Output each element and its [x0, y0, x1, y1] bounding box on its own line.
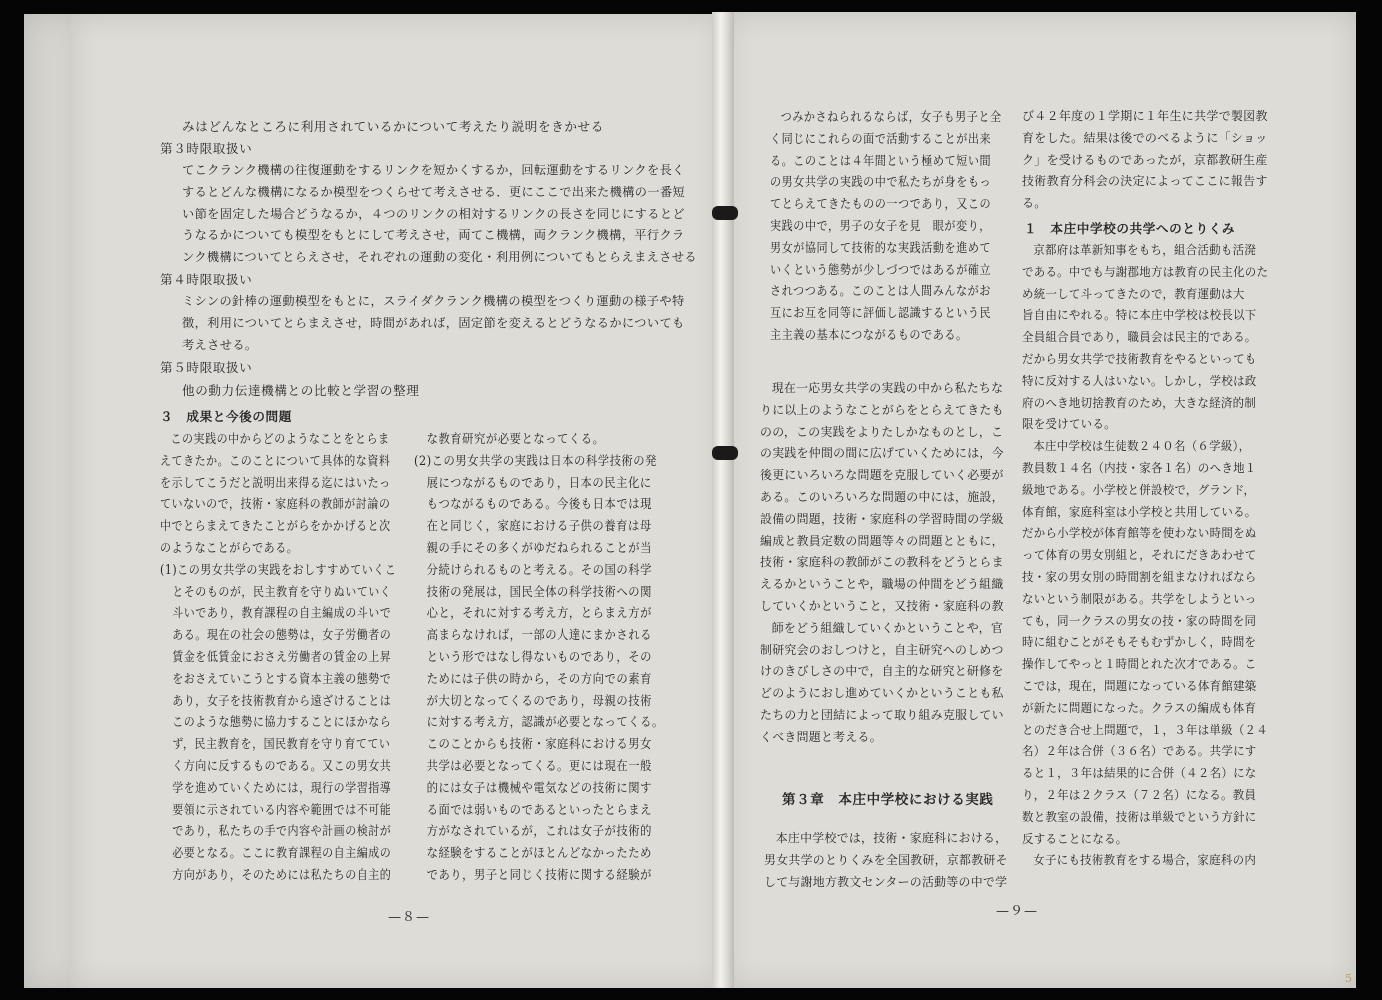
staple-bottom — [712, 446, 738, 460]
text-line: するとどんな機構になるか模型をつくらせて考えさせる．更にここで出来た機構の一番短 — [182, 184, 686, 199]
text-line: 旨自由にやれる。特に本庄中学校は校長以下 — [1022, 308, 1257, 323]
text-line: の男女共学の実践の中で私たちが身をもっ — [770, 174, 992, 190]
text-line: 技術の発展は，国民全体の科学技術への関 — [426, 583, 652, 599]
text-line: 本庄中学校は生徒数２４０名（６学級）， — [1033, 439, 1251, 454]
text-line: 操作してやっと１時間とれた次才である。こ — [1022, 657, 1257, 672]
corner-mark: 5 — [1345, 972, 1352, 985]
text-line: 京都府は革新知事をもち，組合活動も活溌 — [1033, 243, 1257, 257]
text-line: ず，民主教育を，国民教育を守り育ててい — [172, 736, 391, 752]
section-heading-honjo — [1024, 218, 1235, 240]
text-line: 在と同じく，家庭における子供の養育は母 — [426, 518, 652, 534]
text-line: こでは，現在，問題になっている体育館建築 — [1022, 678, 1257, 693]
left-top-line-0 — [182, 116, 604, 138]
text-line: 教員数１４名（内技・家各１名）のへき地１ — [1022, 460, 1257, 475]
text-line: 互にお互を同等に評価し認識するという民 — [770, 305, 992, 321]
text-line: 第３章 本庄中学校における実践 — [782, 792, 994, 808]
text-line: このことからも技術・家庭科における男女 — [426, 736, 652, 752]
text-line: を示してこうだと説明出来得る迄にはいたっ — [160, 474, 391, 490]
text-line: という形ではなし得ないものであり，その — [426, 648, 652, 664]
text-line: 全員組合員であり，職員会は民主的である。 — [1022, 330, 1257, 345]
text-line: ある。現在の社会の態勢は，女子労働者の — [172, 627, 392, 643]
text-line: 現在一応男女共学の実践の中から私たちな — [771, 381, 1004, 395]
text-line: な経験をすることがほとんどなかったため — [426, 845, 652, 861]
text-line: けのきびしさの中で，自主的な研究と研修を — [760, 664, 1004, 679]
text-line: い節を固定した場合どうなるか，４つのリンクの相対するリンクの長さを同じにするとど — [182, 206, 686, 221]
text-line: されつつある。このことは人間みんながお — [770, 283, 991, 299]
text-line: であり，男子と同じく技術に関する経験が — [426, 866, 652, 882]
text-line: 必要となる。ここに教育課程の自主編成の — [172, 845, 392, 861]
heading-4th-period — [160, 269, 252, 291]
text-line: このような態勢に協力することにほかなら — [172, 714, 392, 730]
text-line: たちの力と団結によって取り組み克服してい — [760, 707, 1004, 722]
text-line: 時に組むことがそもそもむずかしく，時間を — [1022, 635, 1257, 650]
staple-top — [712, 206, 738, 220]
text-line: (2)この男女共学の実践は日本の科学技術の発 — [414, 452, 658, 468]
text-line: していくかということ，又技術・家庭科の教 — [760, 598, 1004, 613]
text-line: とそのものが，民主教育を守りぬいていく — [172, 583, 392, 599]
text-line: をおさえていこうとする資本主義の態勢で — [172, 670, 392, 686]
text-line: く同じにこれらの面で活動することが出来 — [770, 130, 992, 146]
text-line: 徴，利用についてとらまえさせ，時間があれば，固定節を変えるとどうなるかについても — [182, 315, 685, 330]
text-line: ためには子供の時から，その方向での素育 — [426, 670, 652, 686]
text-line: 斗いであり，教育課程の自主編成の斗いで — [172, 605, 392, 621]
text-line: 心と，それに対する考え方，とらまえ方が — [426, 605, 652, 621]
text-line: てとらえてきたものの一つであり，又この — [770, 196, 992, 212]
text-line: ンク機構についてとらえさせ，それぞれの運動の変化・利用例についてもとらえまえさせる — [182, 250, 697, 265]
text-line: 級地である。小学校と併設校で，グランド， — [1022, 482, 1256, 497]
right-page-number: —９— — [996, 904, 1039, 919]
text-line: く方向に反するものである。又この男女共 — [172, 757, 392, 773]
text-line: 後更にいろいろな問題を克服していく必要が — [760, 468, 1004, 483]
heading-5th-period — [160, 357, 252, 379]
text-line: 共学は必要となってくる。更には現在一般 — [426, 757, 652, 773]
text-line: どのようにおし進めていくかということも私 — [760, 686, 1004, 701]
text-line: 分続けられるものと考える。その国の科学 — [426, 561, 652, 577]
text-line: だから小学校が体育館等を使わない時間をぬ — [1022, 526, 1257, 541]
text-line: ミシンの針棒の運動模型をもとに，スライダクランク機構の模型をつくり運動の様子や特 — [182, 294, 685, 308]
text-line: １ 本庄中学校の共学へのとりくみ — [1024, 221, 1236, 236]
text-line: である。中でも与謝郡地方は教育の民主化のた — [1022, 264, 1269, 279]
text-line: 技術教育分科会の決定によってここに報告す — [1022, 174, 1268, 189]
right-column-2-part-a — [1022, 106, 1272, 215]
text-line: ていないので，技術・家庭科の教師が討論の — [160, 496, 391, 512]
text-line: 設備の問題，技術・家庭科の学習時間の学級 — [760, 511, 1004, 526]
text-line: 技術・家庭科の教師がこの教科をどうとらま — [760, 555, 1004, 570]
text-line: 方向があり，そのためには私たちの自主的 — [172, 866, 392, 882]
text-line: えるかということや，職場の仲間をどう組織 — [760, 577, 1004, 592]
text-line: め統一して斗ってきたので，教育運動は大 — [1022, 286, 1245, 301]
text-line: る。 — [1022, 196, 1047, 211]
left-page-number: —８— — [388, 910, 431, 925]
text-line: りに以上のようなことがらをとらえてきたも — [760, 402, 1004, 417]
text-line: 男女が協同して技術的な実践活動を進めて — [770, 239, 992, 255]
text-line: 賃金を低賃金におさえ労働者の賃金の上昇 — [172, 648, 392, 664]
text-line: のようなことがらである。 — [160, 539, 299, 555]
text-line: 体育館，家庭科室は小学校と共用している。 — [1022, 504, 1257, 519]
text-line: が新たに問題になった。クラスの編成も体育 — [1022, 700, 1257, 715]
text-line: 第４時限取扱い — [160, 272, 253, 287]
text-line: ると１，３年は結果的に合併（４２名）にな — [1022, 766, 1257, 781]
text-line: 女子にも技術教育をする場合，家庭科の内 — [1033, 853, 1257, 868]
text-line: であり，私たちの手で内容や計画の検討が — [172, 823, 392, 839]
text-line: つみかさねられるならば，女子も男子と全 — [780, 109, 1002, 124]
text-line: び４２年度の１学期に１年生に共学で製図教 — [1022, 109, 1268, 123]
text-line: 名）２年は合併（３６名）である。共学にす — [1022, 744, 1257, 759]
text-line: に対する考え方，認識が必要となってくる。 — [426, 714, 664, 730]
chapter-heading — [782, 790, 994, 812]
text-line: ないという制限がある。共学をしようといっ — [1022, 591, 1257, 606]
text-line: うなるかについても模型をもとにして考えさせ，両てこ機構，両クランク機構，平行クラ — [182, 228, 685, 243]
right-column-1-part-a — [770, 106, 1033, 346]
text-line: 実践の中で，男子の女子を見 眼が変り， — [770, 217, 991, 233]
text-line: (1)この男女共学の実践をおしすすめていくこ — [160, 561, 397, 577]
text-line: この実践の中からどのようなことをとらま — [170, 431, 390, 446]
text-line: だから男女共学で技術教育をやるといっても — [1022, 351, 1257, 366]
text-line: 考えさせる。 — [182, 337, 258, 352]
text-line: いくという態勢が少しづつではあるが確立 — [770, 261, 992, 277]
text-line: 育をした。結果は後でのべるように「ショッ — [1022, 130, 1268, 145]
text-line: ３ 成果と今後の問題 — [160, 409, 292, 424]
text-line: 府のへき地切捨教育のため，大きな経済的制 — [1022, 395, 1257, 410]
text-line: ても，同一クラスの男女の技・家の時間を同 — [1022, 613, 1257, 628]
text-line: な教育研究が必要となってくる。 — [426, 431, 605, 446]
text-line: 要領に示されている内容や範囲では不可能 — [172, 801, 392, 817]
left-3rd-period-text — [182, 160, 697, 269]
left-column-1 — [160, 428, 430, 886]
left-top-block — [160, 138, 252, 160]
text-line: みはどんなところに利用されているかについて考えたり説明をきかせる — [182, 119, 604, 134]
text-line: 展につながるものであり，日本の民主化に — [426, 474, 652, 490]
text-line: が大切となってくるのであり，母親の技術 — [426, 692, 652, 708]
text-line: 親の手にその多くがゆだねられることが当 — [426, 539, 652, 555]
text-line: 制研究会のおしつけと，自主研究へのしめつ — [760, 642, 1004, 657]
text-line: あり，女子を技術教育から遠ざけることは — [172, 692, 392, 708]
right-column-2-part-b — [1022, 240, 1284, 872]
text-line: 編成と教員定数の問題等々の問題とともに， — [760, 533, 1004, 548]
text-line: えてきたか。このことについて具体的な資料 — [160, 452, 391, 468]
left-4th-period-text — [182, 291, 685, 356]
text-line: り，２年は２クラス（７２名）になる。教員 — [1022, 787, 1257, 802]
text-line: る。このことは４年間という極めて短い間 — [770, 152, 992, 168]
text-line: 的には女子は機械や電気などの技術に関す — [426, 779, 652, 795]
text-line: ク」を受けるものであったが，京都教研生産 — [1022, 152, 1268, 167]
text-line: てこクランク機構の往復運動をするリンクを短かくするか，回転運動をするリンクを長く — [182, 163, 685, 177]
text-line: 特に反対する人はいない。しかし，学校は政 — [1022, 373, 1257, 388]
right-column-1-part-c — [764, 828, 1014, 893]
text-line: 師をどう組織していくかということや，官 — [771, 620, 1004, 635]
text-line: 反することになる。 — [1022, 831, 1128, 846]
text-line: のの，この実践をよりたしかなものとし，こ — [760, 424, 1004, 439]
text-line: 限を受けている。 — [1022, 417, 1116, 432]
text-line: とのだき合せ上問題で，１，３年は単級（２４ — [1022, 722, 1269, 737]
text-line: 主主義の基本につながるものである。 — [770, 326, 968, 342]
left-column-2 — [414, 428, 692, 886]
book-gutter — [712, 12, 734, 988]
text-line: 高まらなければ，一部の人達にまかされる — [426, 627, 652, 643]
text-line: 男女共学のとりくみを全国教研，京都教研そ — [764, 852, 1008, 867]
right-column-1-part-b — [760, 378, 1010, 749]
text-line: 他の動力伝達機構との比較と学習の整理 — [182, 383, 420, 398]
text-line: して与謝地方教文センターの活動等の中で学 — [764, 874, 1008, 889]
text-line: 数と教室の設備，技術は単級でという方針に — [1022, 809, 1257, 824]
text-line: ある。このいろいろな問題の中には，施設， — [760, 489, 1004, 504]
text-line: くべき問題と考える。 — [760, 729, 882, 744]
heading-3rd-period: 第３時限取扱い — [160, 141, 253, 156]
text-line: って体育の男女別組と，それにだきあわせて — [1022, 548, 1257, 563]
text-line: 第５時限取扱い — [160, 360, 253, 375]
text-line: 本庄中学校では，技術・家庭科における， — [775, 831, 1008, 845]
section-heading-results — [160, 406, 292, 428]
text-line: 技・家の男女別の時間割を組まなければなら — [1022, 569, 1257, 584]
left-5th-period-text — [182, 380, 420, 402]
text-line: の実践を仲間の間に広げていくためには，今 — [760, 446, 1004, 461]
text-line: 方がなされているが，これは女子が技術的 — [426, 823, 652, 839]
text-line: 中でとらまえてきたことがらをかかげると次 — [160, 518, 391, 534]
text-line: 学を進めていくためには，現行の学習指導 — [172, 779, 392, 795]
text-line: る面では弱いものであるといったとらまえ — [426, 801, 652, 817]
text-line: もつながるものである。今後も日本では現 — [426, 496, 652, 512]
